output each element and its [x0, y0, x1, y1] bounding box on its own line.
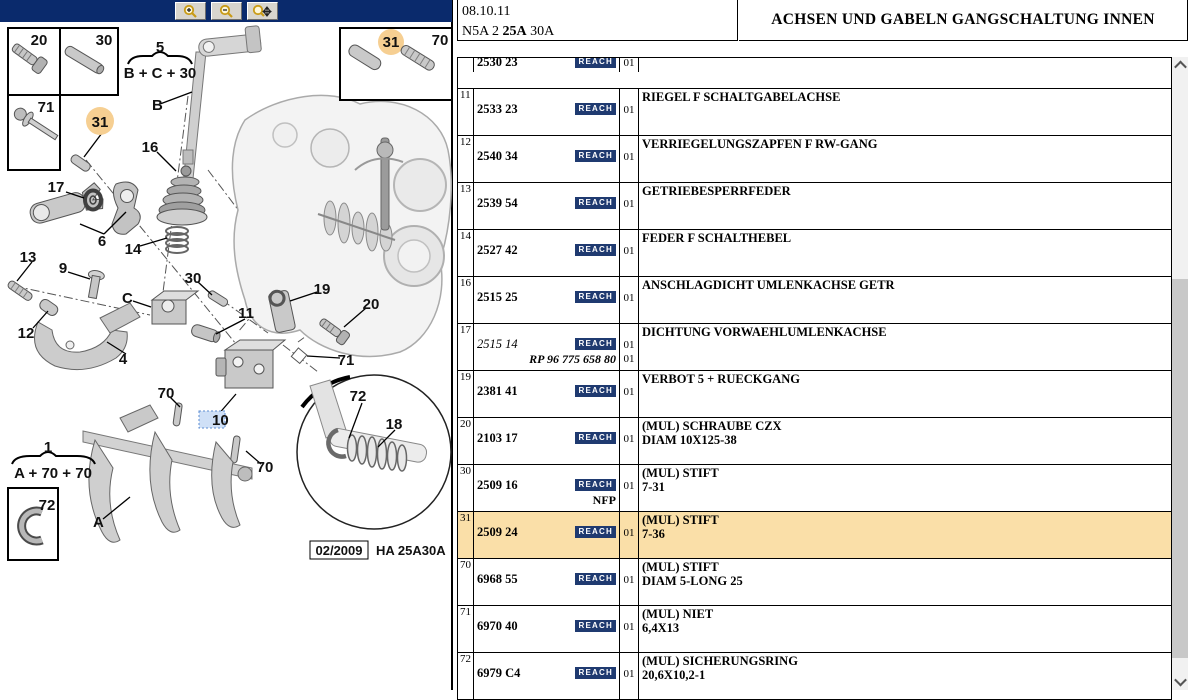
- ref-number: 30: [460, 465, 471, 477]
- table-row[interactable]: [458, 136, 1171, 183]
- ref-number: 19: [460, 371, 471, 383]
- part-number: 2381 41: [477, 384, 518, 398]
- part-cell: [474, 606, 620, 652]
- reach-badge[interactable]: REACH: [575, 385, 616, 397]
- pin-70b: [230, 436, 240, 464]
- parts-table: [457, 57, 1172, 700]
- ref-number: 71: [460, 606, 471, 618]
- ref-number: 13: [460, 183, 471, 195]
- table-row[interactable]: [458, 277, 1171, 324]
- part-cell: [474, 371, 620, 417]
- ref-label-20[interactable]: 20: [362, 296, 380, 313]
- part-number: 2103 17: [477, 431, 518, 445]
- part-number: 2540 34: [477, 149, 518, 163]
- part-cell: [474, 324, 620, 370]
- header-meta: [457, 0, 738, 41]
- box-label-71[interactable]: 71: [37, 99, 55, 116]
- letter-label-a: A: [93, 514, 104, 531]
- ref-label-6[interactable]: 6: [97, 233, 107, 250]
- lever-6-group: [27, 182, 140, 235]
- desc-cell: [639, 183, 1171, 229]
- group-formula-1: A + 70 + 70: [14, 465, 92, 482]
- description-line2: 7-36: [642, 527, 665, 541]
- ref-label-9[interactable]: 9: [58, 260, 68, 277]
- ref-cell: [458, 89, 474, 135]
- qty-cell: [620, 559, 639, 605]
- ref-number: 11: [460, 89, 471, 101]
- table-row[interactable]: [458, 606, 1171, 653]
- chevron-up-icon: [1174, 61, 1187, 74]
- letter-label-c: C: [122, 290, 133, 307]
- desc-cell: [639, 559, 1171, 605]
- box-label-20[interactable]: 20: [30, 32, 48, 49]
- ref-label-31[interactable]: 31: [91, 114, 109, 131]
- zoom-pan-button[interactable]: [247, 2, 278, 20]
- ref-cell: [458, 277, 474, 323]
- part-number: 6970 40: [477, 619, 518, 633]
- ref-cell: [458, 58, 474, 72]
- group-label-5[interactable]: 5: [155, 39, 165, 56]
- qty-cell: [620, 277, 639, 323]
- group-formula-5: B + C + 30: [123, 65, 197, 82]
- ref-number: 70: [460, 559, 471, 571]
- quantity: 01: [623, 151, 635, 163]
- header-model-code: N5A 2 25A 30A: [462, 23, 555, 39]
- ref-number: 17: [460, 324, 471, 336]
- page-title: ACHSEN UND GABELN GANGSCHALTUNG INNEN: [739, 0, 1188, 41]
- ref-label-70a[interactable]: 70: [157, 385, 175, 402]
- part-number: 6968 55: [477, 572, 518, 586]
- part-cell: [474, 653, 620, 699]
- table-row[interactable]: [458, 559, 1171, 606]
- qty-cell: [620, 324, 639, 370]
- part-sub-note: NFP: [592, 493, 616, 507]
- ref-label-71[interactable]: 71: [337, 352, 355, 369]
- ref-number: 20: [460, 418, 471, 430]
- reach-badge[interactable]: REACH: [575, 667, 616, 679]
- pin-13: [7, 280, 34, 302]
- part-cell: [474, 58, 620, 72]
- ref-label-14[interactable]: 14: [124, 241, 142, 258]
- description-line2: DIAM 5-LONG 25: [642, 574, 743, 588]
- qty-cell: [620, 371, 639, 417]
- ref-cell: [458, 606, 474, 652]
- description-line1: FEDER F SCHALTHEBEL: [642, 231, 792, 245]
- quantity: 01: [623, 574, 635, 586]
- ref-cell: [458, 230, 474, 276]
- description-line1: (MUL) STIFT: [642, 513, 719, 527]
- part-number: 2515 14: [477, 337, 518, 351]
- ref-label-13[interactable]: 13: [19, 249, 37, 266]
- desc-cell: [639, 418, 1171, 464]
- reach-badge[interactable]: REACH: [575, 620, 616, 632]
- chevron-down-icon: [1174, 674, 1187, 687]
- desc-cell: [639, 277, 1171, 323]
- quantity: 01: [623, 292, 635, 304]
- quantity: 01: [623, 58, 635, 69]
- reach-badge[interactable]: REACH: [575, 338, 616, 350]
- description-line1: VERRIEGELUNGSZAPFEN F RW-GANG: [642, 137, 878, 151]
- table-row[interactable]: [458, 89, 1171, 136]
- selector-block-10: [216, 340, 285, 388]
- description-line1: VERBOT 5 + RUECKGANG: [642, 372, 800, 386]
- box-label-30[interactable]: 30: [95, 32, 113, 49]
- table-row[interactable]: [458, 465, 1171, 512]
- description-line1: (MUL) STIFT: [642, 560, 719, 574]
- desc-cell: [639, 58, 1171, 72]
- spring-14: [166, 227, 188, 253]
- quantity: 01: [623, 527, 635, 539]
- quantity-2: 01: [623, 353, 635, 365]
- description-line2: 20,6X10,2-1: [642, 668, 706, 682]
- ref-label-72[interactable]: 72: [349, 388, 367, 405]
- zoom-out-button[interactable]: [211, 2, 242, 20]
- exploded-parts-diagram: [0, 0, 452, 690]
- desc-cell: [639, 230, 1171, 276]
- box-label-70[interactable]: 70: [431, 32, 449, 49]
- plate-code: HA 25A30A: [376, 543, 446, 558]
- part-cell: [474, 418, 620, 464]
- pin-12: [38, 297, 60, 317]
- part-number: 2530 23: [477, 58, 518, 69]
- desc-cell: [639, 653, 1171, 699]
- ref-label-11[interactable]: 11: [238, 305, 254, 322]
- parts-table-body: [458, 58, 1171, 700]
- reach-badge[interactable]: REACH: [575, 244, 616, 256]
- part-sub-note: RP 96 775 658 80: [529, 352, 616, 366]
- qty-cell: [620, 183, 639, 229]
- part-cell: [474, 136, 620, 182]
- table-row[interactable]: [458, 324, 1171, 371]
- reach-badge[interactable]: REACH: [575, 526, 616, 538]
- reach-badge[interactable]: REACH: [575, 573, 616, 585]
- ref-label-4[interactable]: 4: [118, 351, 128, 368]
- part-number: 6979 C4: [477, 666, 521, 680]
- revision-date: 02/2009: [315, 543, 363, 558]
- description-line2: DIAM 10X125-38: [642, 433, 737, 447]
- part-cell: [474, 89, 620, 135]
- diagram-toolbar: [0, 0, 452, 22]
- ref-number: 72: [460, 653, 471, 665]
- desc-cell: [639, 324, 1171, 370]
- scrollbar-thumb[interactable]: [1172, 279, 1188, 658]
- part-cell: [474, 230, 620, 276]
- zoom-in-button[interactable]: [175, 2, 206, 20]
- ref-cell: [458, 371, 474, 417]
- table-row[interactable]: [458, 58, 1171, 89]
- ref-number: 16: [460, 277, 471, 289]
- ref-cell: [458, 418, 474, 464]
- quantity: 01: [623, 621, 635, 633]
- zoom-out-icon: [218, 4, 234, 19]
- ref-cell: [458, 136, 474, 182]
- description-line2: 7-31: [642, 480, 665, 494]
- ref-number: 14: [460, 230, 471, 242]
- reach-badge[interactable]: REACH: [575, 291, 616, 303]
- ref-cell: [458, 465, 474, 511]
- ref-label-18[interactable]: 18: [385, 416, 403, 433]
- quantity: 01: [623, 480, 635, 492]
- part-cell: [474, 559, 620, 605]
- ref-number: 31: [460, 512, 471, 524]
- part-number: 2515 25: [477, 290, 518, 304]
- desc-cell: [639, 371, 1171, 417]
- ref-label-16[interactable]: 16: [141, 139, 159, 156]
- description-line1: RIEGEL F SCHALTGABELACHSE: [642, 90, 841, 104]
- qty-cell: [620, 653, 639, 699]
- gearbox-housing-illustration: [232, 95, 451, 356]
- table-row[interactable]: [458, 183, 1171, 230]
- ref-label-19[interactable]: 19: [313, 281, 331, 298]
- reach-badge[interactable]: REACH: [575, 103, 616, 115]
- box-label-72[interactable]: 72: [38, 497, 56, 514]
- quantity: 01: [623, 433, 635, 445]
- part-cell: [474, 183, 620, 229]
- ref-cell: [458, 653, 474, 699]
- scrollbar-up-button[interactable]: [1172, 57, 1188, 74]
- qty-cell: [620, 512, 639, 558]
- description-line1: (MUL) SCHRAUBE CZX: [642, 419, 782, 433]
- box-label-31[interactable]: 31: [382, 34, 400, 51]
- qty-cell: [620, 418, 639, 464]
- boot-16: [157, 166, 207, 225]
- table-row[interactable]: [458, 230, 1171, 277]
- ref-label-17[interactable]: 17: [47, 179, 65, 196]
- quantity: 01: [623, 386, 635, 398]
- part-number: 2527 42: [477, 243, 518, 257]
- table-row[interactable]: [458, 371, 1171, 418]
- quantity: 01: [623, 245, 635, 257]
- qty-cell: [620, 136, 639, 182]
- qty-cell: [620, 606, 639, 652]
- ref-cell: [458, 324, 474, 370]
- quantity: 01: [623, 339, 635, 351]
- description-line1: (MUL) STIFT: [642, 466, 719, 480]
- reach-badge[interactable]: REACH: [575, 58, 616, 68]
- part-cell: [474, 512, 620, 558]
- group-label-1[interactable]: 1: [43, 439, 53, 456]
- letter-label-b: B: [152, 97, 163, 114]
- quantity: 01: [623, 198, 635, 210]
- scrollbar-down-button[interactable]: [1172, 673, 1188, 690]
- description-line1: (MUL) NIET: [642, 607, 714, 621]
- ref-label-12[interactable]: 12: [17, 325, 35, 342]
- quantity: 01: [623, 104, 635, 116]
- desc-cell: [639, 465, 1171, 511]
- desc-cell: [639, 89, 1171, 135]
- description-line1: ANSCHLAGDICHT UMLENKACHSE GETR: [642, 278, 895, 292]
- ref-label-70b[interactable]: 70: [256, 459, 274, 476]
- part-number: 2509 16: [477, 478, 518, 492]
- description-line2: 6,4X13: [642, 621, 680, 635]
- pin-70a: [173, 403, 183, 427]
- description-line1: (MUL) SICHERUNGSRING: [642, 654, 798, 668]
- part-number: 2509 24: [477, 525, 518, 539]
- desc-cell: [639, 606, 1171, 652]
- qty-cell: [620, 465, 639, 511]
- table-scrollbar[interactable]: [1172, 57, 1188, 690]
- selector-block-c: [152, 291, 198, 324]
- qty-cell: [620, 58, 639, 72]
- reach-badge[interactable]: REACH: [575, 150, 616, 162]
- ref-cell: [458, 183, 474, 229]
- zoom-pan-icon: [252, 4, 272, 19]
- desc-cell: [639, 512, 1171, 558]
- inset-detail-circle: [297, 375, 451, 529]
- reach-badge[interactable]: REACH: [575, 197, 616, 209]
- part-cell: [474, 277, 620, 323]
- pin-30-target: [207, 290, 229, 308]
- bolt-9: [85, 269, 106, 299]
- description-line1: GETRIEBESPERRFEDER: [642, 184, 791, 198]
- ref-cell: [458, 512, 474, 558]
- qty-cell: [620, 230, 639, 276]
- desc-cell: [639, 136, 1171, 182]
- zoom-in-icon: [182, 4, 198, 19]
- reach-badge[interactable]: REACH: [575, 479, 616, 491]
- ref-label-30[interactable]: 30: [184, 270, 202, 287]
- table-row[interactable]: [458, 653, 1171, 700]
- description-line1: DICHTUNG VORWAEHLUMLENKACHSE: [642, 325, 887, 339]
- pin-31-target: [69, 153, 91, 172]
- part-cell: [474, 465, 620, 511]
- table-row[interactable]: [458, 512, 1171, 559]
- qty-cell: [620, 89, 639, 135]
- part-number: 2539 54: [477, 196, 518, 210]
- ref-label-10-selected[interactable]: 10: [212, 412, 229, 429]
- key-71-target: [291, 348, 306, 363]
- ref-cell: [458, 559, 474, 605]
- part-number: 2533 23: [477, 102, 518, 116]
- ref-number: 12: [460, 136, 471, 148]
- table-row[interactable]: [458, 418, 1171, 465]
- quantity: 01: [623, 668, 635, 680]
- reach-badge[interactable]: REACH: [575, 432, 616, 444]
- header-date: 08.10.11: [462, 4, 511, 19]
